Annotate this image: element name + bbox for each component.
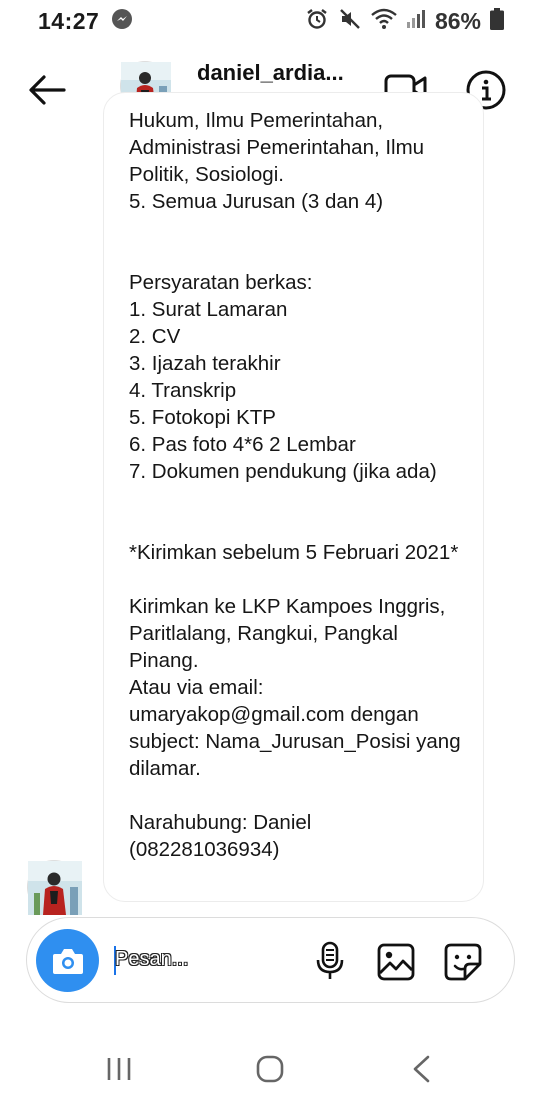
- message-composer: [26, 917, 515, 1003]
- mute-icon: [338, 7, 362, 36]
- system-navigation-bar: [0, 1030, 540, 1110]
- signal-icon: [406, 9, 426, 34]
- sticker-button[interactable]: [443, 942, 483, 982]
- message-text: Hukum, Ilmu Pemerintahan, Administrasi Pemerintahan, Ilmu Politik, Sosiologi. 5. Semua Jurusan (3 dan 4) Persyaratan berkas: 1. Surat Lamaran 2. CV 3. Ijazah terakhir 4. Transkrip 5. Fotokopi KTP 6. Pas foto 4*6 2 Lembar 7. Dokumen pendukung (jika ada) *Kirimkan sebelum 5 Februari 2021* Kirimkan ke LKP Kampoes Inggris, Paritlalang, Rangkui, Pangkal Pinang. Atau via email: umaryakop@gmail.com dengan subject: Nama_Jurusan_Posisi yang dilamar. Narahubung: Daniel (082281036934): [129, 109, 461, 861]
- camera-button[interactable]: [36, 929, 99, 992]
- username[interactable]: daniel_ardia...: [197, 60, 344, 85]
- home-icon: [256, 1055, 284, 1083]
- camera-icon: [51, 946, 85, 976]
- status-time: 14:27: [38, 7, 100, 34]
- chat-area[interactable]: [0, 109, 540, 904]
- messenger-icon: [111, 8, 133, 35]
- message-input[interactable]: [115, 942, 295, 978]
- back-arrow-icon: [24, 66, 72, 114]
- system-back-button[interactable]: [410, 1054, 432, 1084]
- battery-percentage: 86%: [434, 7, 481, 34]
- voice-message-button[interactable]: [315, 941, 345, 981]
- sender-avatar[interactable]: [27, 860, 81, 914]
- alarm-icon: [305, 7, 329, 36]
- back-icon: [410, 1054, 432, 1084]
- sticker-icon: [443, 942, 483, 982]
- home-button[interactable]: [256, 1055, 284, 1083]
- wifi-icon: [371, 8, 397, 35]
- gallery-icon: [377, 943, 415, 981]
- gallery-button[interactable]: [377, 943, 415, 981]
- status-bar: [0, 0, 540, 42]
- recents-icon: [104, 1055, 134, 1083]
- recents-button[interactable]: [104, 1055, 134, 1083]
- battery-icon: [490, 8, 504, 35]
- input-placeholder: Pesan...: [115, 948, 189, 970]
- back-button[interactable]: [24, 66, 72, 114]
- microphone-icon: [315, 941, 345, 981]
